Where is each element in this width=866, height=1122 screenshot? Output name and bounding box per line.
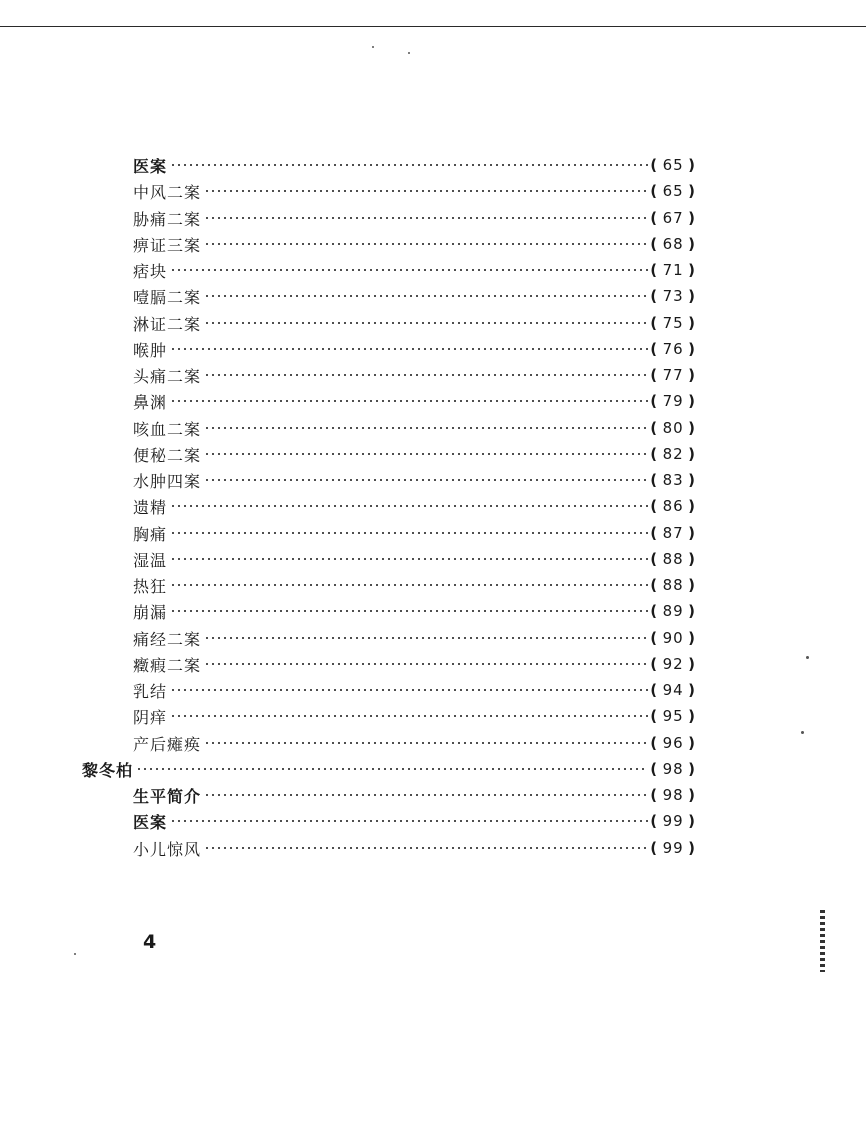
toc-entry-page xyxy=(650,550,696,568)
paren-close: ) xyxy=(688,629,696,647)
dot-leader xyxy=(170,820,648,822)
toc-entry-title: 中风二案 xyxy=(133,182,202,202)
toc-entry-title: 头痛二案 xyxy=(133,366,202,386)
toc-entry-title: 黎冬柏 xyxy=(82,760,134,780)
paren-close: ) xyxy=(688,681,696,699)
toc-entry[interactable] xyxy=(133,388,696,414)
dot-leader xyxy=(170,584,648,586)
toc-entry-page-number: 73 xyxy=(662,287,684,305)
toc-entry-page xyxy=(650,497,696,515)
toc-entry-title: 痞块 xyxy=(133,261,168,281)
dot-leader xyxy=(170,269,648,271)
toc-entry-page-number: 65 xyxy=(662,156,684,174)
paren-open: ( xyxy=(650,392,659,410)
toc-entry-title: 阴痒 xyxy=(133,707,168,727)
paren-close: ) xyxy=(688,182,696,200)
toc-entry-page xyxy=(650,707,696,725)
paren-close: ) xyxy=(688,445,696,463)
toc-entry-title: 医案 xyxy=(133,812,168,832)
toc-entry-page-number: 99 xyxy=(662,812,684,830)
toc-entry-page xyxy=(650,182,696,200)
toc-entry-page xyxy=(650,419,696,437)
toc-entry-title: 鼻渊 xyxy=(133,392,168,412)
toc-entry-title: 水肿四案 xyxy=(133,471,202,491)
toc-entry-title: 噎膈二案 xyxy=(133,287,202,307)
paren-open: ( xyxy=(650,287,659,305)
toc-entry[interactable] xyxy=(133,362,696,388)
paren-close: ) xyxy=(688,366,696,384)
dot-leader xyxy=(204,453,648,455)
toc-entry-page-number: 75 xyxy=(662,314,684,332)
toc-entry[interactable] xyxy=(82,756,696,782)
paren-close: ) xyxy=(688,839,696,857)
paren-open: ( xyxy=(650,471,659,489)
toc-entry-page-number: 92 xyxy=(662,655,684,673)
toc-entry-page xyxy=(650,445,696,463)
paren-open: ( xyxy=(650,707,659,725)
toc-entry-title: 咳血二案 xyxy=(133,419,202,439)
toc-entry-page xyxy=(650,839,696,857)
paren-open: ( xyxy=(650,497,659,515)
paren-open: ( xyxy=(650,760,659,778)
page-number: 4 xyxy=(143,931,157,953)
toc-entry[interactable] xyxy=(133,205,696,231)
toc-entry[interactable] xyxy=(133,703,696,729)
paren-open: ( xyxy=(650,156,659,174)
toc-entry-title: 乳结 xyxy=(133,681,168,701)
paren-open: ( xyxy=(650,419,659,437)
paren-open: ( xyxy=(650,524,659,542)
toc-entry-page xyxy=(650,340,696,358)
paren-close: ) xyxy=(688,734,696,752)
toc-entry[interactable] xyxy=(133,415,696,441)
dot-leader xyxy=(170,532,648,534)
toc-entry-page-number: 89 xyxy=(662,602,684,620)
dot-leader xyxy=(170,689,648,691)
paren-close: ) xyxy=(688,655,696,673)
toc-entry-page-number: 88 xyxy=(662,576,684,594)
scan-speck xyxy=(801,731,804,734)
toc-entry-title: 湿温 xyxy=(133,550,168,570)
dot-leader xyxy=(170,505,648,507)
header-rule xyxy=(0,26,866,27)
toc-entry[interactable] xyxy=(133,782,696,808)
toc-entry[interactable] xyxy=(133,257,696,283)
toc-entry-title: 遗精 xyxy=(133,497,168,517)
toc-entry-page xyxy=(650,261,696,279)
toc-entry-page-number: 83 xyxy=(662,471,684,489)
toc-entry-title: 医案 xyxy=(133,156,168,176)
toc-entry[interactable] xyxy=(133,808,696,834)
toc-entry-page xyxy=(650,629,696,647)
toc-entry-page xyxy=(650,576,696,594)
dot-leader xyxy=(136,768,648,770)
toc-entry[interactable] xyxy=(133,546,696,572)
paren-close: ) xyxy=(688,812,696,830)
paren-close: ) xyxy=(688,340,696,358)
toc-entry-title: 胸痛 xyxy=(133,524,168,544)
paren-open: ( xyxy=(650,734,659,752)
toc-entry-page-number: 90 xyxy=(662,629,684,647)
paren-open: ( xyxy=(650,786,659,804)
paren-close: ) xyxy=(688,419,696,437)
paren-open: ( xyxy=(650,576,659,594)
toc-entry-page-number: 67 xyxy=(662,209,684,227)
dot-leader xyxy=(170,715,648,717)
toc-entry-page xyxy=(650,786,696,804)
dot-leader xyxy=(170,558,648,560)
dot-leader xyxy=(204,794,648,796)
toc-entry[interactable] xyxy=(133,441,696,467)
toc-entry-page-number: 71 xyxy=(662,261,684,279)
dot-leader xyxy=(204,637,648,639)
toc-entry-page-number: 80 xyxy=(662,419,684,437)
toc-entry[interactable] xyxy=(133,336,696,362)
toc-entry[interactable] xyxy=(133,152,696,178)
toc-entry-title: 痛经二案 xyxy=(133,629,202,649)
toc-entry[interactable] xyxy=(133,231,696,257)
toc-entry-page xyxy=(650,655,696,673)
toc-entry[interactable] xyxy=(133,572,696,598)
toc-entry-page xyxy=(650,812,696,830)
toc-entry-page xyxy=(650,392,696,410)
paren-close: ) xyxy=(688,550,696,568)
paren-open: ( xyxy=(650,550,659,568)
paren-close: ) xyxy=(688,602,696,620)
paren-close: ) xyxy=(688,576,696,594)
toc-entry-page xyxy=(650,734,696,752)
dot-leader xyxy=(170,400,648,402)
toc-entry-page-number: 98 xyxy=(662,786,684,804)
toc-entry-page xyxy=(650,471,696,489)
paren-open: ( xyxy=(650,629,659,647)
toc-entry-title: 崩漏 xyxy=(133,602,168,622)
edge-scan-mark xyxy=(820,910,825,972)
toc-entry[interactable] xyxy=(133,520,696,546)
toc-entry-page xyxy=(650,314,696,332)
paren-open: ( xyxy=(650,812,659,830)
dot-leader xyxy=(204,427,648,429)
toc-entry-page-number: 86 xyxy=(662,497,684,515)
paren-open: ( xyxy=(650,655,659,673)
paren-close: ) xyxy=(688,524,696,542)
toc-entry-title: 淋证二案 xyxy=(133,314,202,334)
toc-entry-title: 便秘二案 xyxy=(133,445,202,465)
paren-open: ( xyxy=(650,340,659,358)
toc-entry-title: 喉肿 xyxy=(133,340,168,360)
paren-close: ) xyxy=(688,235,696,253)
dot-leader xyxy=(204,322,648,324)
toc-entry[interactable] xyxy=(133,730,696,756)
paren-open: ( xyxy=(650,839,659,857)
dot-leader xyxy=(204,243,648,245)
toc-entry[interactable] xyxy=(133,598,696,624)
toc-entry-title: 痹证三案 xyxy=(133,235,202,255)
paren-close: ) xyxy=(688,392,696,410)
paren-close: ) xyxy=(688,497,696,515)
paren-close: ) xyxy=(688,156,696,174)
toc-entry-page-number: 99 xyxy=(662,839,684,857)
toc-entry[interactable] xyxy=(133,651,696,677)
paren-close: ) xyxy=(688,261,696,279)
scan-speck xyxy=(806,656,809,659)
toc-entry-page xyxy=(650,235,696,253)
toc-entry-page xyxy=(650,366,696,384)
toc-entry-page-number: 82 xyxy=(662,445,684,463)
toc-entry-title: 产后瘫痪 xyxy=(133,734,202,754)
paren-close: ) xyxy=(688,287,696,305)
paren-open: ( xyxy=(650,182,659,200)
paren-open: ( xyxy=(650,209,659,227)
paren-close: ) xyxy=(688,707,696,725)
toc-entry-page-number: 95 xyxy=(662,707,684,725)
dot-leader xyxy=(170,610,648,612)
toc-entry-page xyxy=(650,209,696,227)
paren-open: ( xyxy=(650,602,659,620)
dot-leader xyxy=(204,479,648,481)
toc-entry[interactable] xyxy=(133,835,696,861)
paren-close: ) xyxy=(688,786,696,804)
dot-leader xyxy=(204,374,648,376)
toc-entry-page-number: 94 xyxy=(662,681,684,699)
paren-open: ( xyxy=(650,366,659,384)
dot-leader xyxy=(204,190,648,192)
paren-close: ) xyxy=(688,209,696,227)
paren-open: ( xyxy=(650,445,659,463)
toc-entry-title: 癥瘕二案 xyxy=(133,655,202,675)
paren-close: ) xyxy=(688,471,696,489)
dot-leader xyxy=(204,742,648,744)
toc-entry-title: 胁痛二案 xyxy=(133,209,202,229)
toc-entry[interactable] xyxy=(133,467,696,493)
toc-entry-page-number: 79 xyxy=(662,392,684,410)
toc-entry-page xyxy=(650,681,696,699)
toc-entry-page-number: 96 xyxy=(662,734,684,752)
paren-close: ) xyxy=(688,314,696,332)
toc-entry[interactable] xyxy=(133,178,696,204)
toc-entry-page xyxy=(650,156,696,174)
toc-entry[interactable] xyxy=(133,677,696,703)
paren-open: ( xyxy=(650,681,659,699)
toc-entry-page xyxy=(650,287,696,305)
dot-leader xyxy=(170,348,648,350)
paren-open: ( xyxy=(650,314,659,332)
paren-close: ) xyxy=(688,760,696,778)
toc-entry-title: 生平简介 xyxy=(133,786,202,806)
toc-entry-page xyxy=(650,760,696,778)
toc-entry[interactable] xyxy=(133,283,696,309)
toc-entry-page-number: 68 xyxy=(662,235,684,253)
scan-speck xyxy=(74,953,76,955)
paren-open: ( xyxy=(650,235,659,253)
toc-entry-title: 热狂 xyxy=(133,576,168,596)
dot-leader xyxy=(170,164,648,166)
toc-entry-page-number: 76 xyxy=(662,340,684,358)
toc-entry-page xyxy=(650,602,696,620)
toc-entry[interactable] xyxy=(133,493,696,519)
toc-entry-page-number: 98 xyxy=(662,760,684,778)
toc-entry-page-number: 87 xyxy=(662,524,684,542)
paren-open: ( xyxy=(650,261,659,279)
dot-leader xyxy=(204,295,648,297)
toc-entry-title: 小儿惊风 xyxy=(133,839,202,859)
scan-speck xyxy=(372,46,374,48)
toc-entry[interactable] xyxy=(133,625,696,651)
toc-entry[interactable] xyxy=(133,310,696,336)
dot-leader xyxy=(204,847,648,849)
dot-leader xyxy=(204,217,648,219)
toc-entry-page xyxy=(650,524,696,542)
toc-entry-page-number: 65 xyxy=(662,182,684,200)
toc-entry-page-number: 88 xyxy=(662,550,684,568)
scan-speck xyxy=(408,52,410,54)
dot-leader xyxy=(204,663,648,665)
toc-entry-page-number: 77 xyxy=(662,366,684,384)
